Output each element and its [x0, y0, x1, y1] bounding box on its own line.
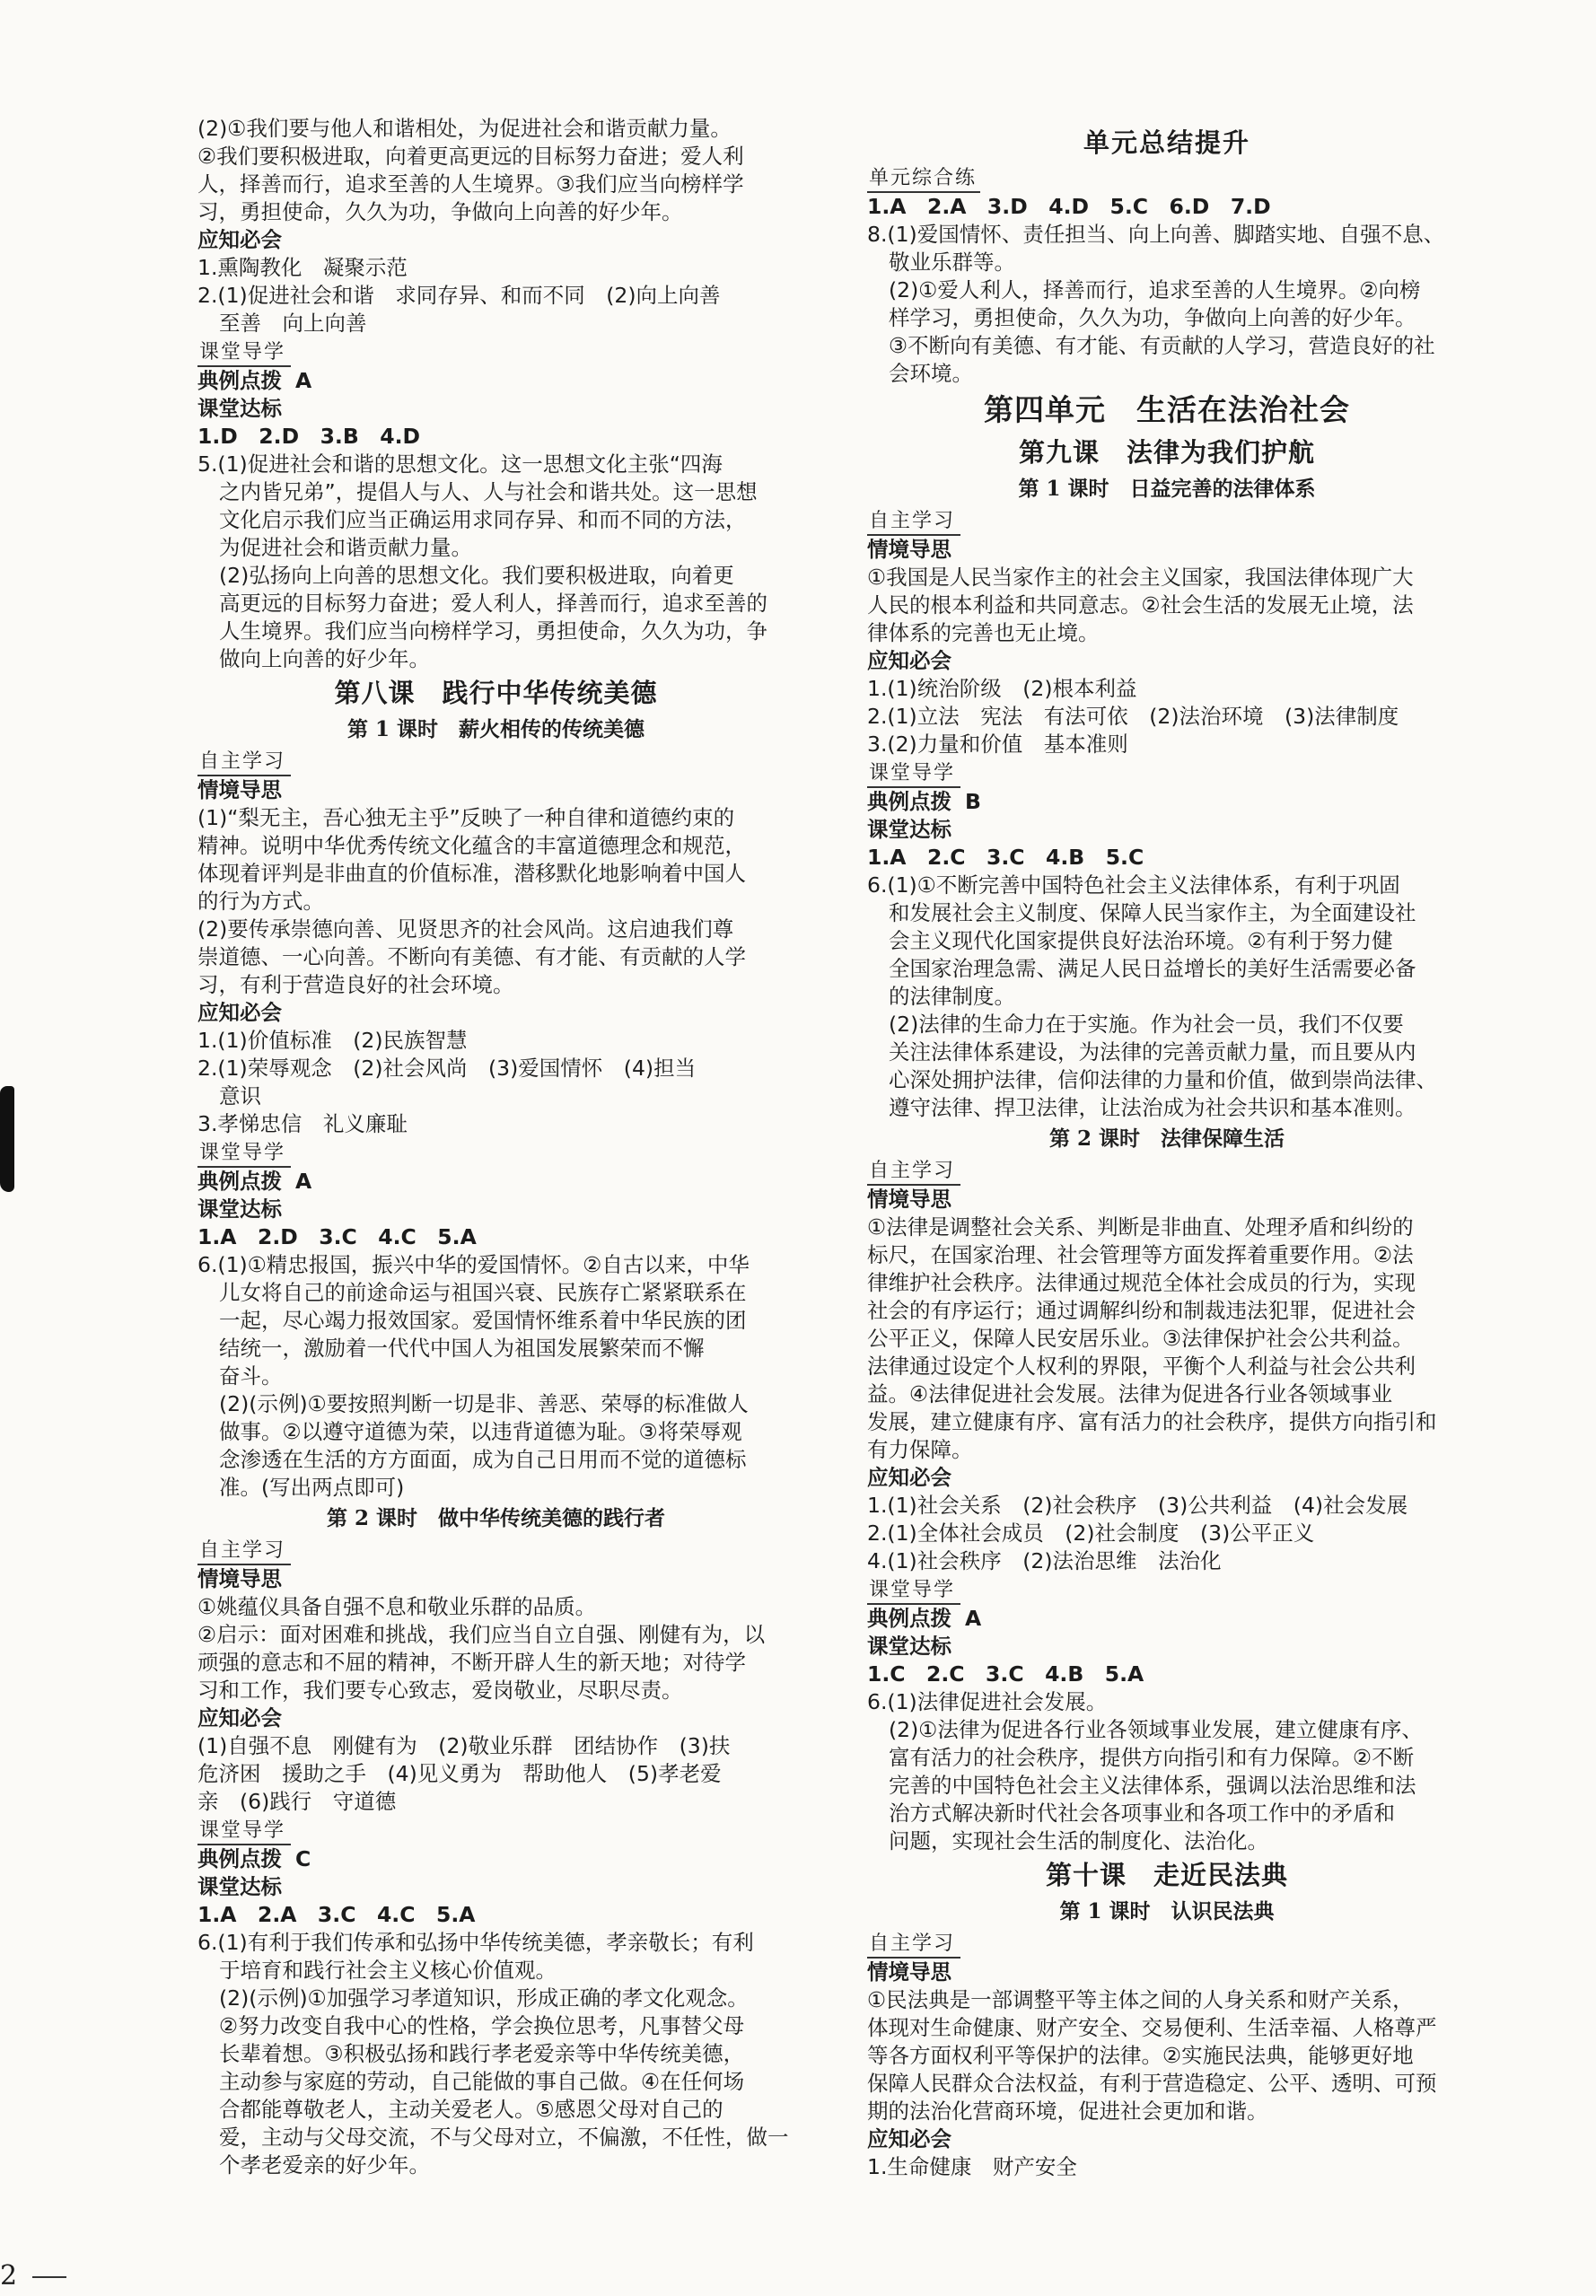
right-column — [867, 122, 1467, 2181]
lesson-title: 第十课 走近民法典 — [1045, 1860, 1288, 1890]
section-heading: 情境导思 — [197, 1566, 282, 1591]
section-heading: 应知必会 — [867, 2126, 951, 2151]
text-line: 文化启示我们应当正确运用求同存异、和而不同的方法， — [219, 507, 747, 532]
section-heading: 情境导思 — [867, 537, 951, 562]
text-line: (2)①爱人利人，择善而行，追求至善的人生境界。②向榜 — [889, 277, 1421, 302]
period-title: 第 1 课时 日益完善的法律体系 — [1018, 477, 1316, 501]
section-heading: 课堂达标 — [197, 1196, 282, 1222]
text-line: 发展，建立健康有序、富有活力的社会秩序，提供方向指引和 — [867, 1409, 1437, 1434]
text-line: 问题，实现社会生活的制度化、法治化。 — [889, 1828, 1268, 1853]
section-heading: 课堂达标 — [197, 396, 282, 421]
text-line: 1.熏陶教化 凝聚示范 — [197, 255, 408, 280]
period-title: 第 1 课时 薪火相传的传统美德 — [346, 717, 645, 741]
text-line: 3.(2)力量和价值 基本准则 — [867, 732, 1128, 757]
summary-title: 单元总结提升 — [1083, 127, 1250, 158]
section-tag: 自主学习 — [867, 1159, 960, 1186]
answer-line: 1.A 2.D 3.C 4.C 5.A — [197, 1224, 477, 1249]
answer-line: 1.C 2.C 3.C 4.B 5.A — [867, 1661, 1144, 1687]
text-line: 标尺，在国家治理、社会管理等方面发挥着重要作用。②法 — [867, 1242, 1414, 1267]
text-line: 全国家治理急需、满足人民日益增长的美好生活需要必备 — [889, 956, 1416, 981]
text-line: (2)弘扬向上向善的思想文化。我们要积极进取，向着更 — [219, 563, 734, 588]
text-line: 2.(1)荣辱观念 (2)社会风尚 (3)爱国情怀 (4)担当 — [197, 1056, 697, 1081]
section-heading: 应知必会 — [197, 227, 282, 252]
text-line: (1)“梨无主，吾心独无主乎”反映了一种自律和道德约束的 — [197, 805, 735, 830]
section-heading: 课堂达标 — [197, 1874, 282, 1899]
text-line: 结统一，激励着一代代中国人为祖国发展繁荣而不懈 — [219, 1336, 705, 1361]
section-heading: 情境导思 — [197, 777, 282, 802]
text-line: 关注法律体系建设，为法律的完善贡献力量，而且要从内 — [889, 1039, 1416, 1065]
answer: A — [294, 368, 312, 393]
section-heading: 典例点拨 — [197, 1169, 282, 1194]
section-tag: 自主学习 — [197, 749, 291, 776]
answer-line: 1.A 2.A 3.C 4.C 5.A — [197, 1902, 476, 1927]
text-line: 样学习，勇担使命，久久为功，争做向上向善的好少年。 — [889, 305, 1416, 330]
text-line: ①民法典是一部调整平等主体之间的人身关系和财产关系， — [867, 1987, 1414, 2012]
text-line: 做向上向善的好少年。 — [219, 646, 430, 671]
section-heading: 应知必会 — [197, 1000, 282, 1025]
text-line: 主动参与家庭的劳动，自己能做的事自己做。④在任何场 — [219, 2069, 745, 2094]
text-line: 亲 (6)践行 守道德 — [197, 1789, 397, 1814]
text-line: 1.(1)社会关系 (2)社会秩序 (3)公共利益 (4)社会发展 — [867, 1493, 1408, 1518]
text-line: 富有活力的社会秩序，提供方向指引和有力保障。②不断 — [889, 1745, 1415, 1770]
text-line: 4.(1)社会秩序 (2)法治思维 法治化 — [867, 1548, 1222, 1573]
section-heading: 典例点拨 — [867, 789, 951, 814]
page-number: 2 — [0, 2260, 18, 2292]
section-tag: 自主学习 — [867, 509, 960, 536]
text-line: (2)①法律为促进各行业各领域事业发展，建立健康有序、 — [889, 1717, 1423, 1742]
answer-line: 1.D 2.D 3.B 4.D — [197, 424, 421, 449]
section-heading: 应知必会 — [867, 648, 951, 673]
text-line: 益。④法律促进社会发展。法律为促进各行业各领域事业 — [867, 1381, 1393, 1407]
section-heading: 典例点拨 — [867, 1606, 951, 1631]
answer-line: 1.A 2.A 3.D 4.D 5.C 6.D 7.D — [867, 194, 1271, 219]
section-heading: 典例点拨 — [197, 1846, 282, 1871]
period-title: 第 1 课时 认识民法典 — [1059, 1899, 1275, 1924]
text-line: 个孝老爱亲的好少年。 — [219, 2152, 430, 2178]
text-line: 3.孝悌忠信 礼义廉耻 — [197, 1111, 408, 1136]
text-line: 5.(1)促进社会和谐的思想文化。这一思想文化主张“四海 — [197, 451, 723, 477]
text-line: 高更远的目标努力奋进；爱人利人，择善而行，追求至善的 — [219, 591, 767, 616]
text-line: 6.(1)①不断完善中国特色社会主义法律体系，有利于巩固 — [867, 872, 1400, 898]
lesson-title: 第八课 践行中华传统美德 — [334, 678, 658, 708]
text-line: 律体系的完善也无止境。 — [867, 620, 1100, 645]
text-line: (2)(示例)①要按照判断一切是非、善恶、荣辱的标准做人 — [219, 1391, 749, 1416]
text-line: ①我国是人民当家作主的社会主义国家，我国法律体现广大 — [867, 565, 1414, 590]
text-line: 危济困 援助之手 (4)见义勇为 帮助他人 (5)孝老爱 — [197, 1761, 722, 1786]
page-number-dash — [32, 2276, 66, 2278]
answer: C — [294, 1846, 311, 1871]
answer: B — [964, 789, 981, 814]
text-line: 6.(1)法律促进社会发展。 — [867, 1689, 1108, 1714]
text-line: 等各方面权利平等保护的法律。②实施民法典，能够更好地 — [867, 2043, 1414, 2068]
text-line: 之内皆兄弟”，提倡人与人、人与社会和谐共处。这一思想 — [219, 479, 758, 504]
section-tag: 课堂导学 — [197, 1141, 291, 1168]
text-line: ②启示：面对困难和挑战，我们应当自立自强、刚健有为，以 — [197, 1622, 766, 1647]
left-column — [197, 115, 794, 2179]
text-line: 6.(1)有利于我们传承和弘扬中华传统美德，孝亲敬长；有利 — [197, 1930, 754, 1955]
text-line: 体现对生命健康、财产安全、交易便利、生活幸福、人格尊严 — [867, 2015, 1437, 2040]
text-line: 6.(1)①精忠报国，振兴中华的爱国情怀。②自古以来，中华 — [197, 1252, 750, 1277]
text-line: 习，勇担使命，久久为功，争做向上向善的好少年。 — [197, 199, 683, 224]
text-line: 1.生命健康 财产安全 — [867, 2154, 1077, 2179]
margin-scan-mark — [0, 1086, 14, 1192]
text-line: (1)自强不息 刚健有为 (2)敬业乐群 团结协作 (3)扶 — [197, 1733, 731, 1758]
text-line: 律维护社会秩序。法律通过规范全体社会成员的行为，实现 — [867, 1270, 1416, 1295]
text-line: 合都能尊敬老人，主动关爱老人。⑤感恩父母对自己的 — [219, 2097, 723, 2122]
text-line: 8.(1)爱国情怀、责任担当、向上向善、脚踏实地、自强不息、 — [867, 222, 1445, 247]
text-line: 法律通过设定个人权利的界限，平衡个人利益与社会公共利 — [867, 1354, 1416, 1379]
text-line: 的行为方式。 — [197, 889, 324, 914]
section-heading: 情境导思 — [867, 1959, 951, 1985]
section-tag: 课堂导学 — [197, 340, 291, 367]
section-heading: 课堂达标 — [867, 1634, 951, 1659]
text-line: 至善 向上向善 — [219, 311, 367, 336]
text-line: 念渗透在生活的方方面面，成为自己日用而不觉的道德标 — [219, 1447, 747, 1472]
text-line: 准。(写出两点即可) — [219, 1475, 405, 1500]
text-line: (2)要传承崇德向善、见贤思齐的社会风尚。这启迪我们尊 — [197, 916, 734, 942]
text-line: ①姚蕴仪具备自强不息和敬业乐群的品质。 — [197, 1594, 597, 1619]
text-line: 公平正义，保障人民安居乐业。③法律保护社会公共利益。 — [867, 1326, 1414, 1351]
text-line: 爱，主动与父母交流，不与父母对立，不偏激，不任性，做一 — [219, 2125, 789, 2150]
answer: A — [294, 1169, 312, 1194]
text-line: 精神。说明中华优秀传统文化蕴含的丰富道德理念和规范， — [197, 833, 746, 858]
text-line: 为促进社会和谐贡献力量。 — [219, 535, 472, 560]
text-line: 体现着评判是非曲直的价值标准，潜移默化地影响着中国人 — [197, 861, 746, 886]
text-line: 意识 — [219, 1083, 261, 1109]
answer: A — [964, 1606, 982, 1631]
text-line: 有力保障。 — [867, 1437, 973, 1462]
section-tag: 自主学习 — [867, 1932, 960, 1959]
text-line: ①法律是调整社会关系、判断是非曲直、处理矛盾和纠纷的 — [867, 1214, 1414, 1240]
text-line: 2.(1)促进社会和谐 求同存异、和而不同 (2)向上向善 — [197, 283, 721, 308]
text-line: 保障人民群众合法权益，有利于营造稳定、公平、透明、可预 — [867, 2071, 1437, 2096]
section-heading: 课堂达标 — [867, 817, 951, 842]
text-line: (2)(示例)①加强学习孝道知识，形成正确的孝文化观念。 — [219, 1985, 749, 2011]
section-tag: 课堂导学 — [867, 761, 960, 788]
text-line: (2)①我们要与他人和谐相处，为促进社会和谐贡献力量。 — [197, 116, 732, 141]
text-line: 于培育和践行社会主义核心价值观。 — [219, 1958, 557, 1983]
text-line: ②我们要积极进取，向着更高更远的目标努力奋进；爱人利 — [197, 144, 744, 169]
text-line: 完善的中国特色社会主义法律体系，强调以法治思维和法 — [889, 1773, 1416, 1798]
text-line: 习，有利于营造良好的社会环境。 — [197, 972, 514, 997]
text-line: 2.(1)立法 宪法 有法可依 (2)法治环境 (3)法律制度 — [867, 704, 1399, 729]
answer-line: 1.A 2.C 3.C 4.B 5.C — [867, 845, 1144, 870]
section-heading: 情境导思 — [867, 1187, 951, 1212]
text-line: ②努力改变自我中心的性格，学会换位思考，凡事替父母 — [219, 2013, 745, 2038]
section-heading: 应知必会 — [197, 1705, 282, 1731]
text-line: ③不断向有美德、有才能、有贡献的人学习，营造良好的社 — [889, 333, 1435, 358]
text-line: 2.(1)全体社会成员 (2)社会制度 (3)公平正义 — [867, 1520, 1315, 1546]
text-line: 顽强的意志和不屈的精神，不断开辟人生的新天地；对待学 — [197, 1650, 746, 1675]
section-tag: 课堂导学 — [197, 1818, 291, 1845]
text-line: 儿女将自己的前途命运与祖国兴衰、民族存亡紧紧联系在 — [219, 1280, 747, 1305]
text-line: 人，择善而行，追求至善的人生境界。③我们应当向榜样学 — [197, 171, 744, 197]
text-line: 会主义现代化国家提供良好法治环境。②有利于努力健 — [889, 928, 1393, 953]
text-line: 1.(1)统治阶级 (2)根本利益 — [867, 676, 1137, 701]
period-title: 第 2 课时 法律保障生活 — [1048, 1126, 1285, 1151]
section-tag: 单元综合练 — [867, 166, 980, 193]
text-line: 遵守法律、捍卫法律，让法治成为社会共识和基本准则。 — [889, 1095, 1416, 1120]
text-line: 心深处拥护法律，信仰法律的力量和价值，做到崇尚法律、 — [889, 1067, 1437, 1092]
text-line: 习和工作，我们要专心致志，爱岗敬业，尽职尽责。 — [197, 1678, 683, 1703]
period-title: 第 2 课时 做中华传统美德的践行者 — [326, 1506, 666, 1530]
text-line: 社会的有序运行；通过调解纠纷和制裁违法犯罪，促进社会 — [867, 1298, 1416, 1323]
text-line: 敬业乐群等。 — [889, 250, 1015, 275]
text-line: 和发展社会主义制度、保障人民当家作主，为全面建设社 — [889, 900, 1416, 925]
section-heading: 典例点拨 — [197, 368, 282, 393]
lesson-title: 第九课 法律为我们护航 — [1018, 437, 1315, 468]
text-line: (2)法律的生命力在于实施。作为社会一员，我们不仅要 — [889, 1012, 1404, 1037]
section-heading: 应知必会 — [867, 1465, 951, 1490]
section-tag: 课堂导学 — [867, 1578, 960, 1605]
text-line: 人生境界。我们应当向榜样学习，勇担使命，久久为功，争 — [219, 618, 767, 644]
section-tag: 自主学习 — [197, 1538, 291, 1565]
unit-title: 第四单元 生活在法治社会 — [984, 392, 1350, 427]
text-line: 长辈着想。③积极弘扬和践行孝老爱亲等中华传统美德， — [219, 2041, 745, 2066]
text-line: 崇道德、一心向善。不断向有美德、有才能、有贡献的人学 — [197, 944, 746, 969]
text-line: 的法律制度。 — [889, 984, 1015, 1009]
text-line: 会环境。 — [889, 361, 973, 386]
text-line: 奋斗。 — [219, 1363, 283, 1389]
text-line: 期的法治化营商环境，促进社会更加和谐。 — [867, 2099, 1268, 2124]
text-line: 人民的根本利益和共同意志。②社会生活的发展无止境，法 — [867, 592, 1414, 618]
text-line: 做事。②以遵守道德为荣，以违背道德为耻。③将荣辱观 — [219, 1419, 742, 1444]
text-line: 一起，尽心竭力报效国家。爱国情怀维系着中华民族的团 — [219, 1308, 747, 1333]
text-line: 1.(1)价值标准 (2)民族智慧 — [197, 1028, 468, 1053]
text-line: 治方式解决新时代社会各项事业和各项工作中的矛盾和 — [889, 1801, 1395, 1826]
